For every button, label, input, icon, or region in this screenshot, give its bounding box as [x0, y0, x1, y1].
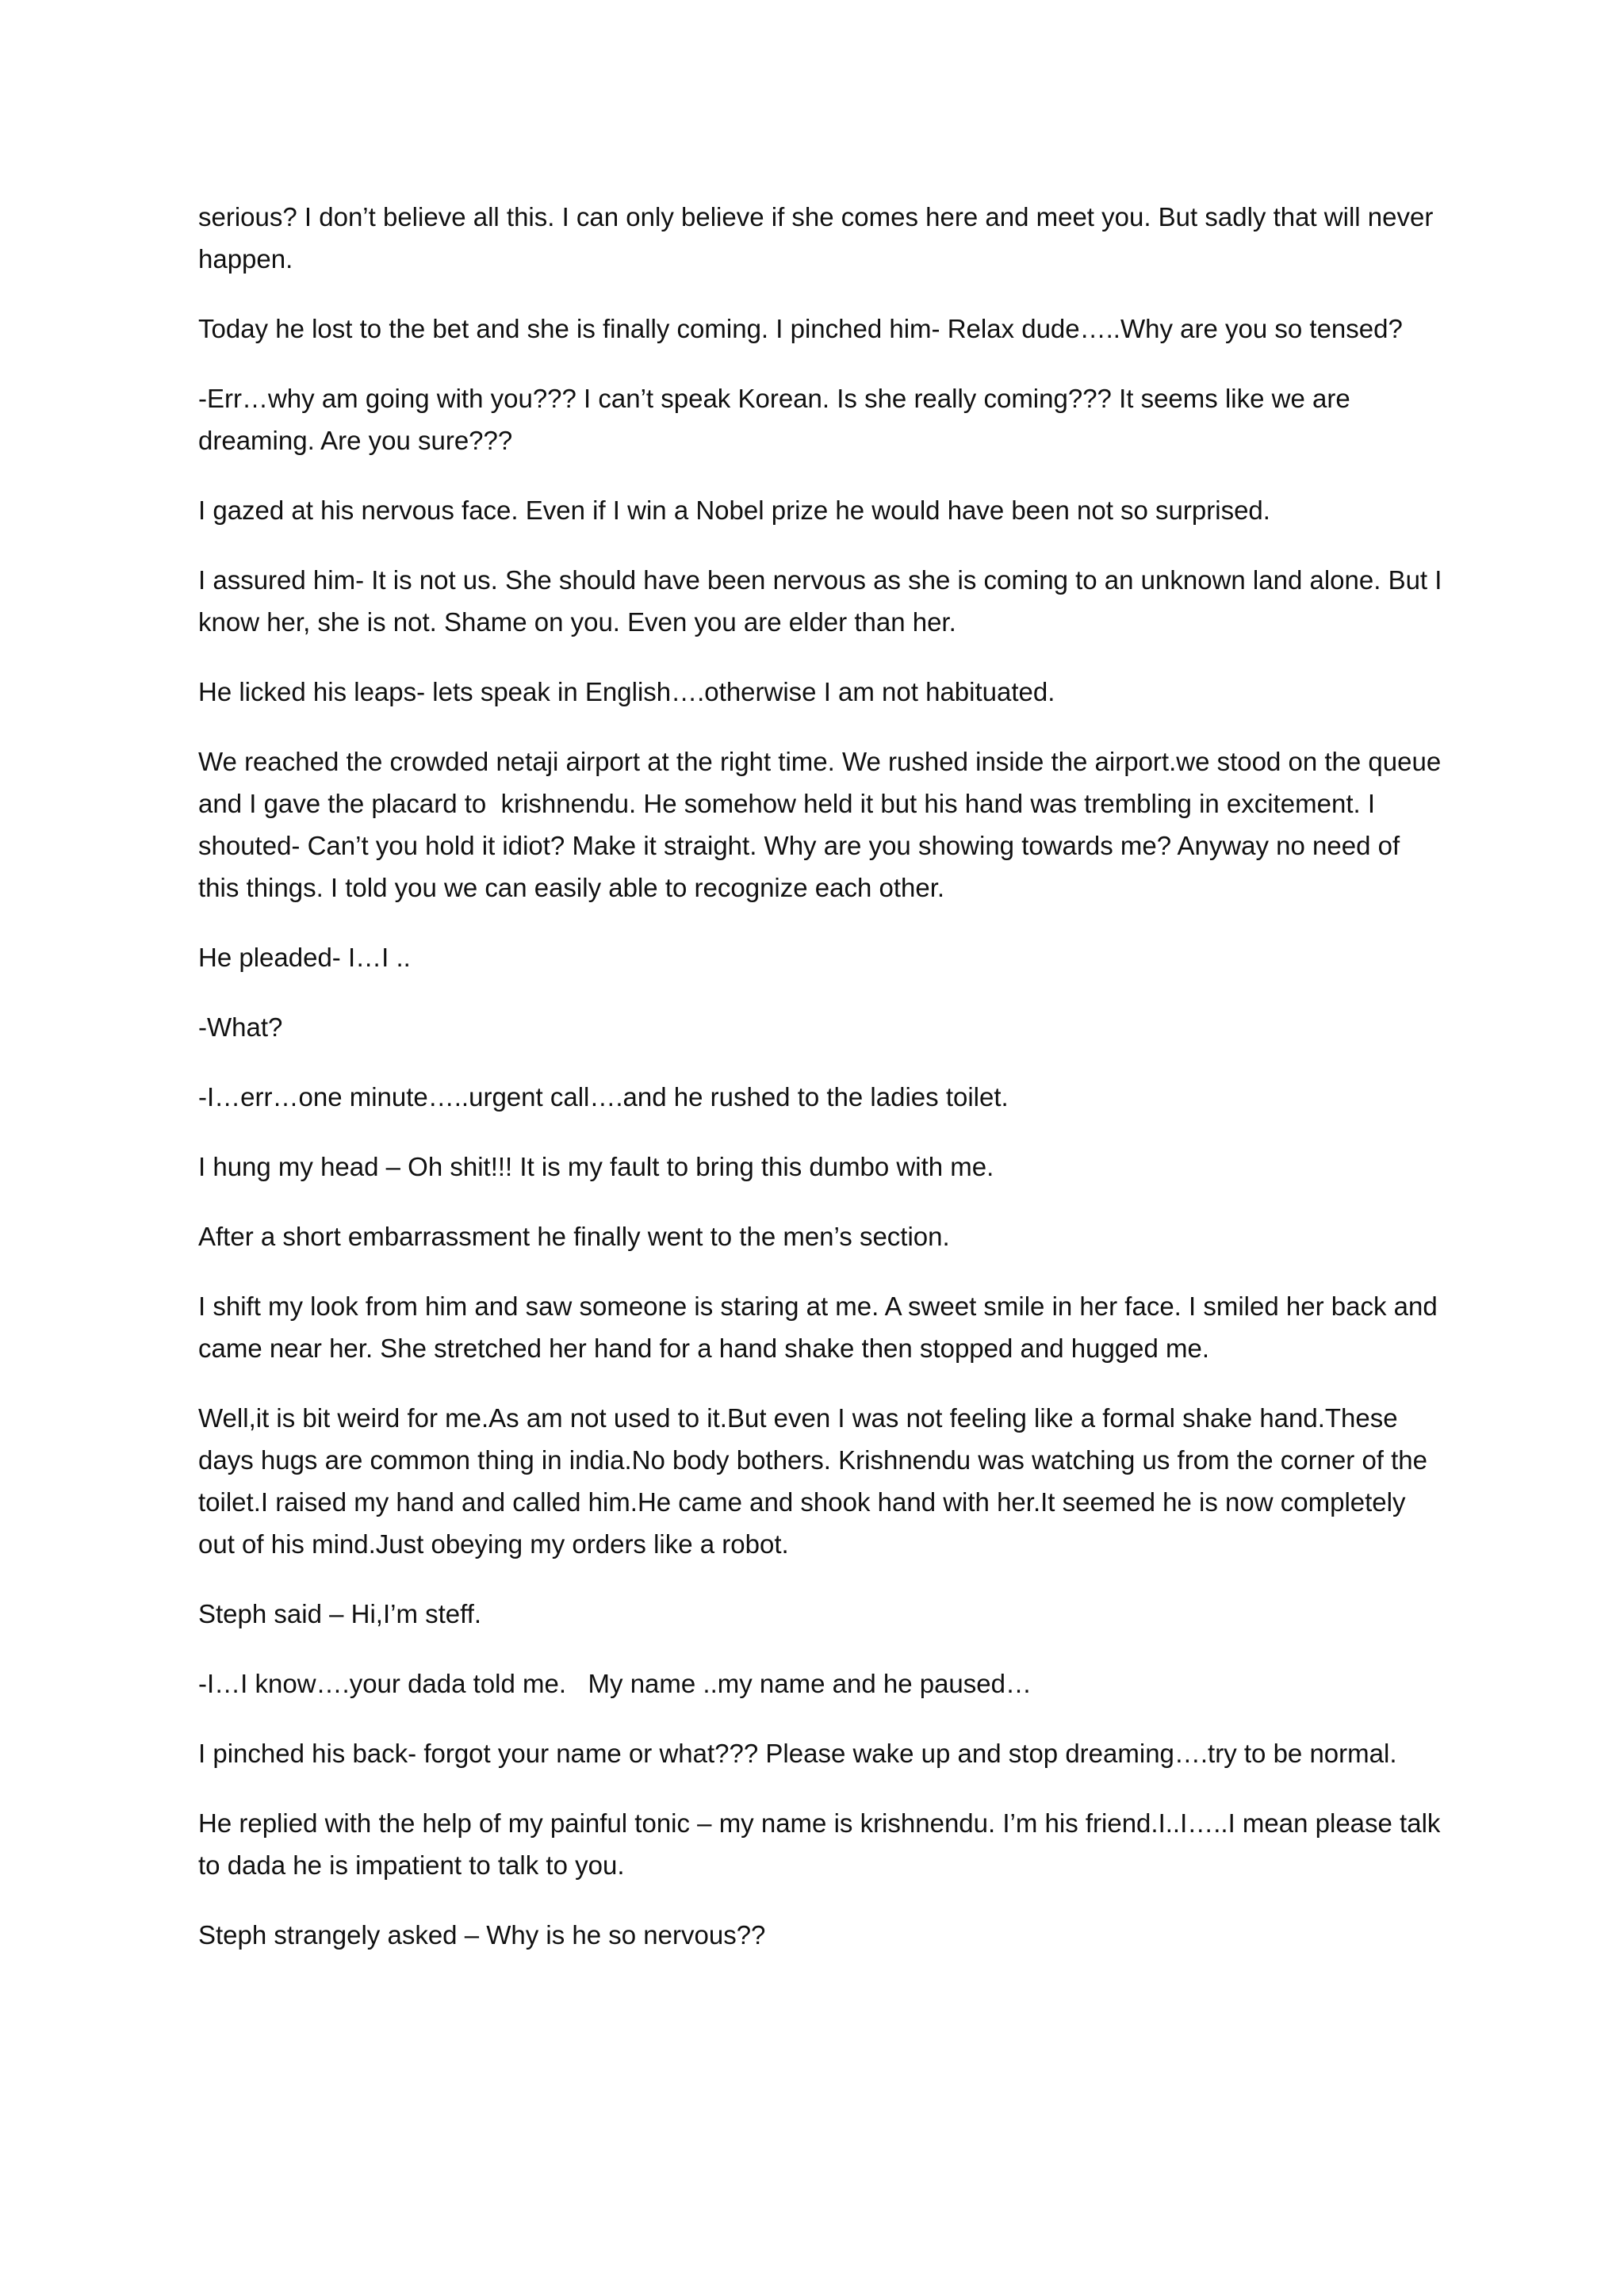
paragraph: I pinched his back- forgot your name or what??? Please wake up and stop dreaming….try to be normal. [198, 1739, 1397, 1768]
paragraph: He replied with the help of my painful tonic – my name is krishnendu. I’m his friend.I..I…..I mean please talk to dada he is impatient to talk to you. [198, 1808, 1448, 1880]
paragraph: -Err…why am going with you??? I can’t speak Korean. Is she really coming??? It seems like we are dreaming. Are you sure??? [198, 384, 1358, 455]
paragraph: Today he lost to the bet and she is finally coming. I pinched him- Relax dude…..Why are you so tensed? [198, 314, 1403, 343]
paragraph: He licked his leaps- lets speak in English….otherwise I am not habituated. [198, 677, 1055, 706]
paragraph: -What? [198, 1012, 283, 1042]
paragraph: I shift my look from him and saw someone is staring at me. A sweet smile in her face. I smiled her back and came near her. She stretched her hand for a hand shake then stopped and hugged me. [198, 1292, 1445, 1363]
paragraph: Well,it is bit weird for me.As am not used to it.But even I was not feeling like a formal shake hand.These days hugs are common thing in india.No body bothers. Krishnendu was watching us from the corner of the toilet.I raised my hand and called him.He came and shook hand with her.It seemed he is now completely out of his mind.Just obeying my orders like a robot. [198, 1403, 1435, 1559]
paragraph: I assured him- It is not us. She should have been nervous as she is coming to an unknown land alone. But I know her, she is not. Shame on you. Even you are elder than her. [198, 565, 1450, 637]
story-text [198, 196, 1450, 1984]
paragraph: serious? I don’t believe all this. I can only believe if she comes here and meet you. But sadly that will never happen. [198, 202, 1441, 274]
paragraph: He pleaded- I…I .. [198, 943, 411, 972]
paragraph: After a short embarrassment he finally went to the men’s section. [198, 1222, 950, 1251]
paragraph: I gazed at his nervous face. Even if I win a Nobel prize he would have been not so surprised. [198, 496, 1270, 525]
paragraph: Steph said – Hi,I’m steff. [198, 1599, 482, 1628]
paragraph: We reached the crowded netaji airport at the right time. We rushed inside the airport.we stood on the queue and I gave the placard to krishnendu. He somehow held it but his hand was trembling in excitement. I shouted- Can’t you hold it idiot? Make it straight. Why are you showing towards me? Anyway no need of this things. I told you we can easily able to recognize each other. [198, 747, 1449, 902]
paragraph: -I…err…one minute…..urgent call….and he rushed to the ladies toilet. [198, 1082, 1009, 1112]
paragraph: I hung my head – Oh shit!!! It is my fault to bring this dumbo with me. [198, 1152, 994, 1181]
paragraph: -I…I know….your dada told me. My name ..my name and he paused… [198, 1669, 1032, 1698]
paragraph: Steph strangely asked – Why is he so nervous?? [198, 1920, 766, 1950]
